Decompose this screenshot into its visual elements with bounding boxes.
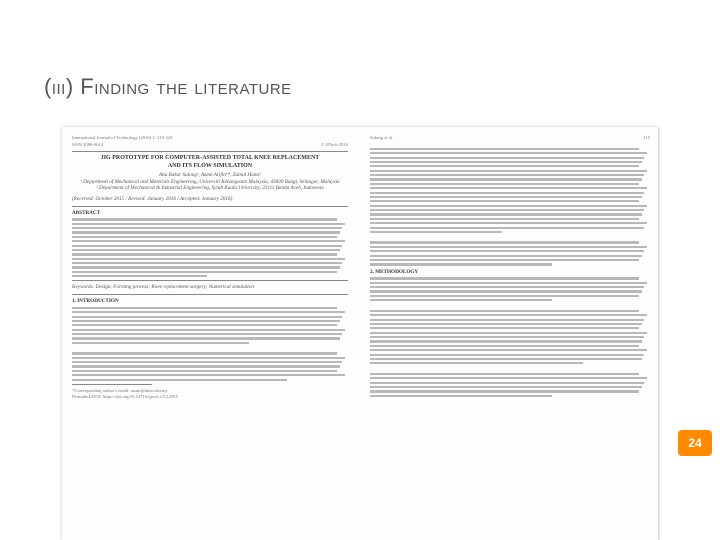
issn: ISSN 2086-9614 [72, 141, 104, 147]
greeked-text-line [370, 178, 642, 180]
greeked-text-line [72, 253, 337, 255]
greeked-text-line [72, 320, 340, 322]
greeked-text-line [72, 275, 207, 277]
paper-screenshot [62, 127, 658, 540]
greeked-text-line [370, 373, 639, 375]
greeked-text-line [370, 382, 644, 384]
received-line: (Received: October 2015 / Revised: January 2016 / Accepted: January 2016) [72, 195, 233, 202]
greeked-text-line [72, 240, 345, 242]
greeked-text-line [72, 329, 345, 331]
greeked-text-line [370, 263, 552, 265]
right-header-page: 215 [643, 135, 650, 140]
right-header [370, 135, 650, 142]
greeked-text-line [370, 157, 644, 159]
intro-heading: 1. INTRODUCTION [72, 298, 119, 304]
greeked-text-line [370, 323, 642, 325]
journal-line: International Journal of Technology (2016) 2: 215-223 [72, 135, 173, 140]
greeked-text-line [370, 290, 642, 292]
greeked-text-line [370, 377, 647, 379]
greeked-text-line [370, 187, 647, 189]
paper-title-1: JIG PROTOTYPE FOR COMPUTER-ASSISTED TOTAL KNEE REPLACEMENT [100, 155, 320, 162]
greeked-text-line [370, 345, 639, 347]
greeked-text-line [72, 352, 337, 354]
greeked-text-line [72, 337, 340, 339]
abstract-rule [72, 206, 348, 207]
paper-right-column [370, 135, 650, 399]
greeked-text-line [72, 262, 342, 264]
method-body-1 [370, 277, 650, 301]
greeked-text-line [72, 231, 340, 233]
greeked-text-line [370, 277, 639, 279]
greeked-text-line [370, 213, 642, 215]
greeked-text-line [72, 370, 337, 372]
right-header-author: Sulong et al. [370, 135, 394, 140]
intro-body-1 [72, 307, 348, 344]
greeked-text-line [370, 222, 647, 224]
method-body-3 [370, 373, 650, 397]
greeked-text-line [370, 246, 647, 248]
greeked-text-line [370, 340, 642, 342]
greeked-text-line [72, 218, 337, 220]
greeked-text-line [370, 209, 644, 211]
greeked-text-line [72, 357, 345, 359]
greeked-text-line [370, 205, 647, 207]
greeked-text-line [370, 395, 552, 397]
greeked-text-line [72, 249, 340, 251]
greeked-text-line [370, 390, 639, 392]
page-number-badge: 24 [678, 430, 712, 456]
greeked-text-line [72, 361, 342, 363]
greeked-text-line [72, 258, 345, 260]
affiliation-1: ¹ Department of Mechanical and Materials Engineering, Universiti Kebangsaan Malaysia, 43600 Bangi, Selangor, Malaysia [80, 178, 340, 185]
greeked-text-line [370, 165, 639, 167]
greeked-text-line [370, 314, 647, 316]
greeked-text-line [370, 183, 639, 185]
greeked-text-line [370, 200, 639, 202]
intro-rule [72, 294, 348, 295]
greeked-text-line [72, 316, 342, 318]
greeked-text-line [72, 271, 337, 273]
greeked-text-line [72, 365, 340, 367]
greeked-text-line [370, 148, 639, 150]
footnote-rule [72, 384, 152, 385]
footnote-email: *Corresponding author's email: azam@ukm.edu.my [72, 387, 168, 393]
greeked-text-line [370, 299, 552, 301]
greeked-text-line [72, 374, 345, 376]
paper-left-column [72, 135, 348, 401]
greeked-text-line [370, 259, 639, 261]
greeked-text-line [370, 192, 644, 194]
greeked-text-line [370, 332, 647, 334]
abstract-body [72, 218, 348, 277]
affiliation-2: ² Department of Mechanical & Industrial Engineering, Syiah Kuala University, 23111 Banda Aceh, Indonesia [96, 185, 324, 192]
greeked-text-line [370, 310, 639, 312]
greeked-text-line [370, 349, 647, 351]
greeked-text-line [72, 342, 249, 344]
abstract-heading: ABSTRACT [72, 209, 101, 216]
greeked-text-line [72, 311, 345, 313]
greeked-text-line [370, 286, 644, 288]
keywords-rule [72, 280, 348, 281]
methodology-heading: 2. METHODOLOGY [370, 268, 419, 275]
paper-shadow [658, 127, 661, 540]
right-body-2 [370, 241, 650, 265]
slide-title: (iii) Finding the literature [44, 74, 292, 99]
greeked-text-line [370, 295, 639, 297]
paper-authors: Abu Bakar Sulong¹, Azam Arifin¹*, Zainal Hamz² [158, 172, 262, 179]
greeked-text-line [72, 223, 345, 225]
greeked-text-line [370, 174, 644, 176]
paper-title-2: AND ITS FLOW SIMULATION [167, 162, 253, 169]
greeked-text-line [370, 358, 642, 360]
greeked-text-line [370, 152, 647, 154]
greeked-text-line [370, 319, 644, 321]
issn-line [72, 142, 348, 149]
greeked-text-line [370, 386, 642, 388]
greeked-text-line [72, 333, 342, 335]
greeked-text-line [370, 354, 644, 356]
greeked-text-line [72, 266, 340, 268]
greeked-text-line [370, 255, 642, 257]
greeked-text-line [370, 161, 642, 163]
greeked-text-line [370, 241, 639, 243]
greeked-text-line [72, 227, 342, 229]
header-rule [72, 151, 348, 152]
greeked-text-line [370, 362, 583, 364]
footnote-doi: Permalink/DOI: https://doi.org/10.14716/ijtech.v7i2.2815 [72, 394, 179, 400]
copyright: © IJTech 2016 [320, 141, 348, 147]
greeked-text-line [72, 324, 337, 326]
greeked-text-line [72, 236, 337, 238]
greeked-text-line [370, 170, 647, 172]
greeked-text-line [370, 282, 647, 284]
intro-body-2 [72, 352, 348, 380]
greeked-text-line [370, 250, 644, 252]
greeked-text-line [72, 245, 342, 247]
greeked-text-line [370, 327, 639, 329]
greeked-text-line [370, 227, 644, 229]
greeked-text-line [370, 231, 502, 233]
greeked-text-line [370, 336, 644, 338]
greeked-text-line [370, 196, 642, 198]
right-body-1 [370, 148, 650, 233]
greeked-text-line [370, 218, 639, 220]
greeked-text-line [72, 379, 287, 381]
keywords-line: Keywords: Design; Forming process; Knee replacement surgery; Numerical simulation [72, 284, 254, 291]
greeked-text-line [72, 307, 337, 309]
method-body-2 [370, 310, 650, 365]
